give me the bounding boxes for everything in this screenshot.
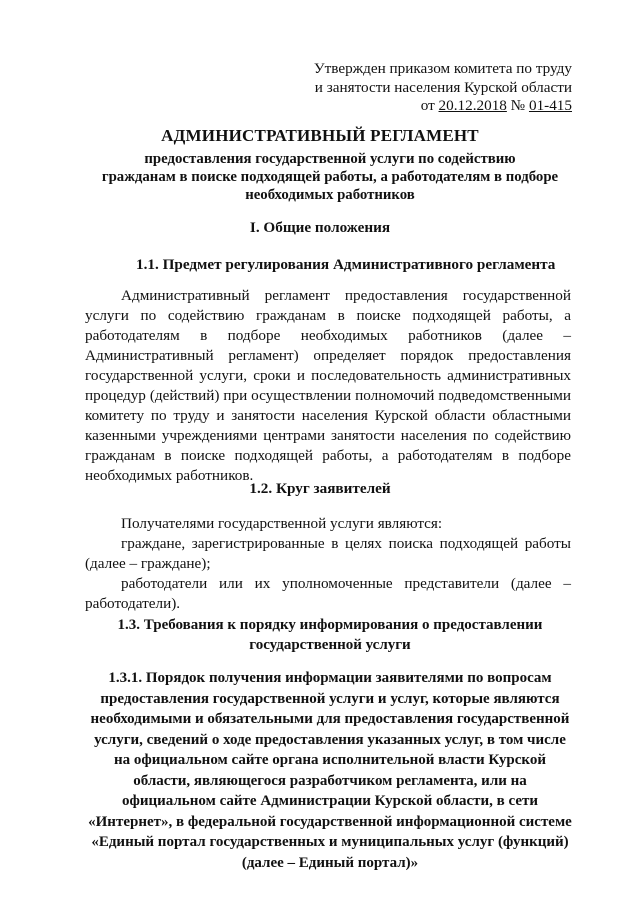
document-subtitle	[80, 150, 580, 204]
subtitle-line: предоставления государственной услуги по содействию	[144, 151, 516, 167]
paragraph-line: (далее – граждане);	[85, 555, 211, 572]
approval-date: 20.12.2018	[438, 97, 507, 114]
approval-number-sign: №	[506, 97, 529, 114]
document-title: АДМИНИСТРАТИВНЫЙ РЕГЛАМЕНТ	[161, 126, 479, 145]
paragraph-line: услуги по содействию гражданам в поиске подходящей работы, а	[85, 307, 571, 324]
paragraph-line: работодатели).	[85, 595, 181, 612]
paragraph-line: граждане, зарегистрированные в целях поиска подходящей работы	[121, 535, 571, 552]
heading-line: 1.3. Требования к порядку информирования о предоставлении	[117, 617, 543, 633]
heading-line: 1.3.1. Порядок получения информации заявителями по вопросам	[108, 670, 552, 686]
approval-prefix: от	[420, 97, 439, 114]
subsection-1-1-heading: 1.1. Предмет регулирования Административного регламента	[136, 256, 556, 273]
paragraph-line: Административный регламент предоставления государственной	[121, 287, 571, 304]
heading-line: предоставления государственной услуги и услуг, которые являются	[100, 690, 560, 707]
subsection-1-3-1-heading	[80, 668, 580, 873]
paragraph-line: работодателям в подборе необходимых работников (далее –	[85, 327, 571, 344]
heading-line: (далее – Единый портал)»	[241, 854, 419, 871]
subsection-1-2-heading-text: 1.2. Круг заявителей	[249, 480, 391, 497]
heading-line: на официальном сайте органа исполнительной власти Курской	[114, 752, 546, 768]
approval-line-2: и занятости населения Курской области	[314, 78, 572, 96]
subsection-1-2-heading	[0, 480, 640, 498]
paragraph-line: процедур (действий) при осуществлении полномочий подведомственными	[85, 387, 571, 404]
heading-line: необходимыми и обязательными для предоставления государственной	[90, 711, 570, 727]
heading-line: «Интернет», в федеральной государственной информационной системе	[88, 813, 572, 830]
approval-line-3	[314, 97, 572, 116]
paragraph-line: гражданам в поиске подходящей работы, а работодателям в подборе	[85, 447, 571, 464]
heading-line: официальном сайте Администрации Курской области, в сети	[121, 793, 539, 809]
section-heading: I. Общие положения	[249, 219, 391, 236]
paragraph-line: комитету по труду и занятости населения Курской области областными	[85, 407, 571, 424]
subtitle-line: гражданам в поиске подходящей работы, а работодателям в подборе	[101, 169, 559, 185]
paragraph-line: необходимых работников.	[85, 467, 254, 484]
heading-line: услуги, сведений о ходе предоставления указанных услуг, в том числе	[94, 731, 566, 748]
approval-stamp	[314, 60, 572, 116]
paragraph-line: Административный регламент) определяет порядок предоставления	[85, 347, 571, 364]
paragraph-line: работодатели или их уполномоченные представители (далее –	[121, 575, 571, 592]
subtitle-line: необходимых работников	[245, 187, 415, 203]
paragraph-line: Получателями государственной услуги являются:	[121, 515, 443, 532]
paragraph-line: государственной услуги, сроки и последовательность административных	[85, 367, 571, 384]
paragraph-line: казенными учреждениями центрами занятости населения по содействию	[85, 427, 571, 444]
heading-line: государственной услуги	[249, 637, 411, 653]
heading-line: области, являющегося разработчиком регламента, или на	[133, 772, 527, 789]
heading-line: «Единый портал государственных и муниципальных услуг (функций)	[91, 834, 569, 850]
subsection-1-3-heading	[80, 615, 580, 655]
approval-number: 01-415	[528, 97, 572, 114]
approval-line-1: Утвержден приказом комитета по труду	[313, 60, 572, 77]
